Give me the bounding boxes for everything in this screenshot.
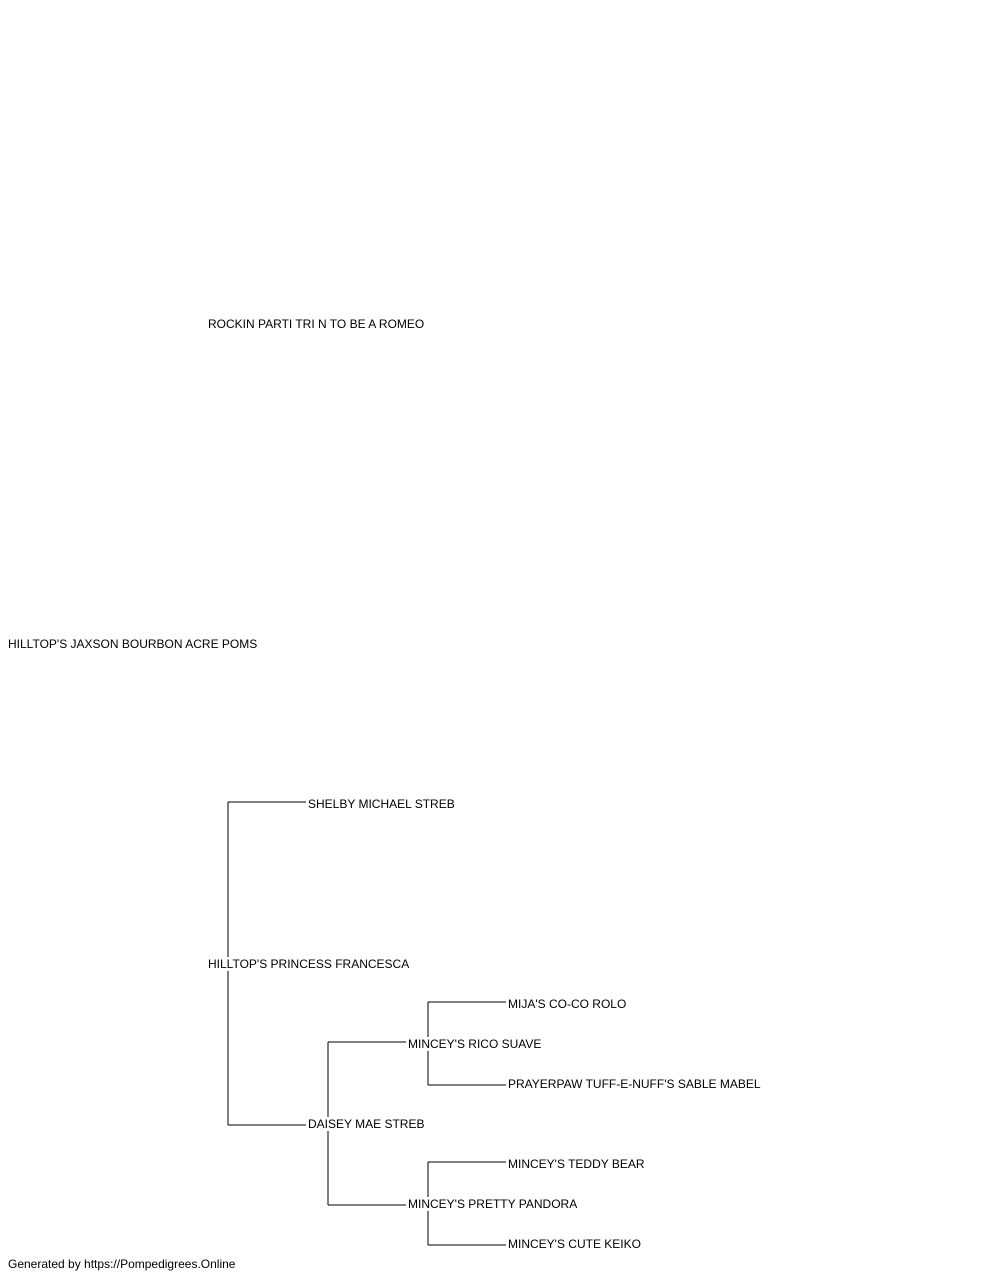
dam-name: HILLTOP'S PRINCESS FRANCESCA bbox=[208, 957, 410, 971]
dam-dam-sire-name: MINCEY'S RICO SUAVE bbox=[408, 1037, 542, 1051]
dam-dam-dam-sire-name: MINCEY'S TEDDY BEAR bbox=[508, 1157, 645, 1171]
dam-sire-name: SHELBY MICHAEL STREB bbox=[308, 797, 455, 811]
dam-dam-dam-name: MINCEY'S PRETTY PANDORA bbox=[408, 1197, 578, 1211]
subject-dog-name: HILLTOP'S JAXSON BOURBON ACRE POMS bbox=[8, 637, 258, 651]
generated-by-footer: Generated by https://Pompedigrees.Online bbox=[8, 1257, 236, 1271]
dam-dam-sire-dam-name: PRAYERPAW TUFF-E-NUFF'S SABLE MABEL bbox=[508, 1077, 761, 1091]
sire-name: ROCKIN PARTI TRI N TO BE A ROMEO bbox=[208, 317, 425, 331]
dam-dam-dam-dam-name: MINCEY'S CUTE KEIKO bbox=[508, 1237, 641, 1251]
dam-dam-name: DAISEY MAE STREB bbox=[308, 1117, 425, 1131]
dam-dam-sire-sire-name: MIJA'S CO-CO ROLO bbox=[508, 997, 627, 1011]
